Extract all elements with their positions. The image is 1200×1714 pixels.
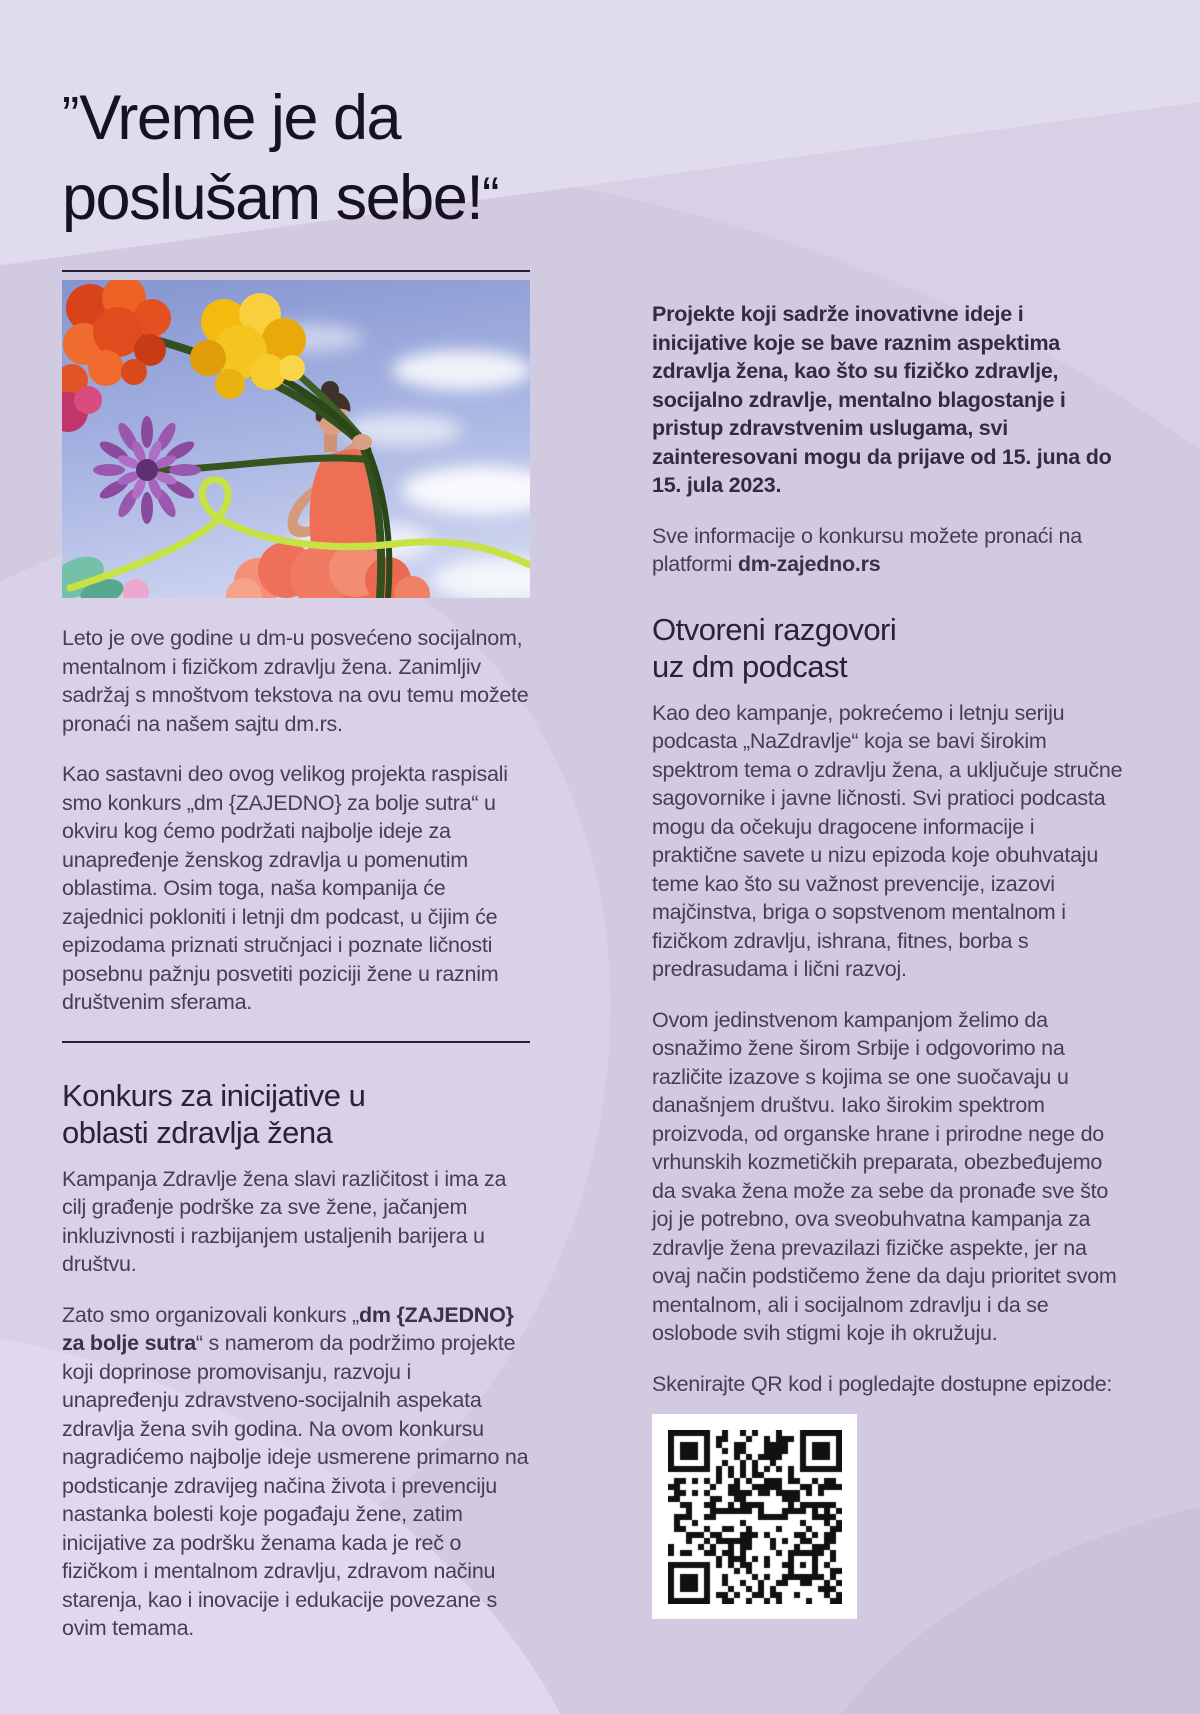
campaign-paragraph: Kampanja Zdravlje žena slavi različitost i ima za cilj građenje podrške za sve žene, jačanjem inkluzivnosti i razbijanjem ustaljenih barijera u društvu.	[62, 1166, 507, 1276]
hand	[352, 434, 372, 450]
right-heading-line-1: Otvoreni razgovori	[652, 611, 897, 647]
contest-paragraph	[62, 1301, 530, 1643]
page-title	[62, 80, 499, 240]
info-paragraph	[652, 522, 1124, 579]
opening-quote-mark: ”	[62, 85, 80, 144]
intro-paragraph: Leto je ove godine u dm-u posvećeno socijalnom, mentalnom i fizičkom zdravlju žena. Zanimljiv sadržaj s mnoštvom tekstova na ovu temu možete pronaći na našem sajtu dm.rs.	[62, 626, 529, 736]
podcast-paragraph: Kao deo kampanje, pokrećemo i letnju seriju podcasta „NaZdravlje“ koja se bavi širokim spektrom tema o zdravlju žena, a uključuje stručne sagovornike i javne ličnosti. Svi pratioci podcasta mogu da očekuju dragocene informacije i praktične savete u nizu epizoda koje obuhvataju teme kao što su važnost prevencije, izazovi majčinstva, briga o sopstvenom mentalnom i fizičkom zdravlju, ishrana, fitnes, borba s predrasudama i lični razvoj.	[652, 700, 1123, 981]
platform-url: dm-zajedno.rs	[737, 552, 881, 576]
divider-line	[62, 1041, 530, 1043]
title-text-1: Vreme je da	[79, 83, 401, 153]
qr-code	[652, 1414, 857, 1619]
right-heading	[652, 611, 1124, 685]
left-heading-line-1: Konkurs za inicijative u	[62, 1077, 366, 1113]
right-heading-line-2: uz dm podcast	[652, 648, 848, 684]
project-paragraph: Kao sastavni deo ovog velikog projekta raspisali smo konkurs „dm {ZAJEDNO} za bolje sutra“ u okviru kog ćemo podržati najbolje ideje za unapređenje ženskog zdravlja u pomenutim oblastima. Osim toga, naša kompanija će zajednici pokloniti i letnji dm podcast, u čijim će epizodama priznati stručnjaci i poznate ličnosti posebnu pažnju posvetiti poziciji žene u raznim društvenim sferama.	[62, 762, 508, 1014]
contest-text-suffix: “ s namerom da podržimo projekte koji doprinose promovisanju, razvoju i unapređenju zdravstveno-socijalnih aspekata zdravlja žena svih godina. Na ovom konkursu nagradićemo najbolje ideje usmerene primarno na podsticanje zdravijeg načina života i prevenciju nastanka bolesti koje pogađaju žene, zatim inicijative za podršku ženama kada je reč o fizičkom i mentalnom zdravlju, zdravom načinu starenja, kao i inovacije i edukacije povezane s ovim temama.	[62, 1331, 529, 1640]
campaign-goal-paragraph: Ovom jedinstvenom kampanjom želimo da osnažimo žene širom Srbije i odgovorimo na različite izazove s kojima se one suočavaju u današnjem društvu. Iako širokim spektrom proizvoda, od organske hrane i prirodne nege do vrhunskih kozmetičkih preparata, obezbeđujemo da svaka žena može za sebe da pronađe sve što joj je potrebno, ova sveobuhvatna kampanja za zdravlje žena prevazilazi fizičke aspekte, jer na ovaj način podstičemo žene da daju prioritet svom mentalnom, ali i socijalnom zdravlju i da se oslobode svih stigmi koje ih okružuju.	[652, 1007, 1117, 1345]
closing-quote-mark: “	[482, 165, 500, 224]
qr-caption: Skenirajte QR kod i pogledajte dostupne epizode:	[652, 1371, 1113, 1396]
left-heading-line-2: oblasti zdravlja žena	[62, 1114, 333, 1150]
qr-code-canvas	[668, 1430, 842, 1604]
info-text: Sve informacije o konkursu možete pronaći na platformi	[652, 523, 1082, 576]
right-column	[652, 300, 1124, 1619]
contest-name: dm {ZAJEDNO} za bolje sutra	[62, 1302, 514, 1355]
left-heading	[62, 1077, 530, 1151]
left-column	[62, 270, 530, 1643]
lead-paragraph: Projekte koji sadrže inovativne ideje i inicijative koje se bave raznim aspektima zdravlja žena, kao što su fizičko zdravlje, socijalno zdravlje, mentalno blagostanje i pristup zdravstvenim uslugama, svi zainteresovani mogu da prijave od 15. juna do 15. jula 2023.	[652, 302, 1112, 497]
contest-text-prefix: Zato smo organizovali konkurs „	[62, 1302, 359, 1327]
hero-photo	[62, 280, 530, 598]
title-line-1	[62, 80, 499, 160]
divider-line	[62, 270, 530, 272]
title-text-2: poslušam sebe!	[62, 163, 483, 233]
title-line-2	[62, 160, 499, 240]
